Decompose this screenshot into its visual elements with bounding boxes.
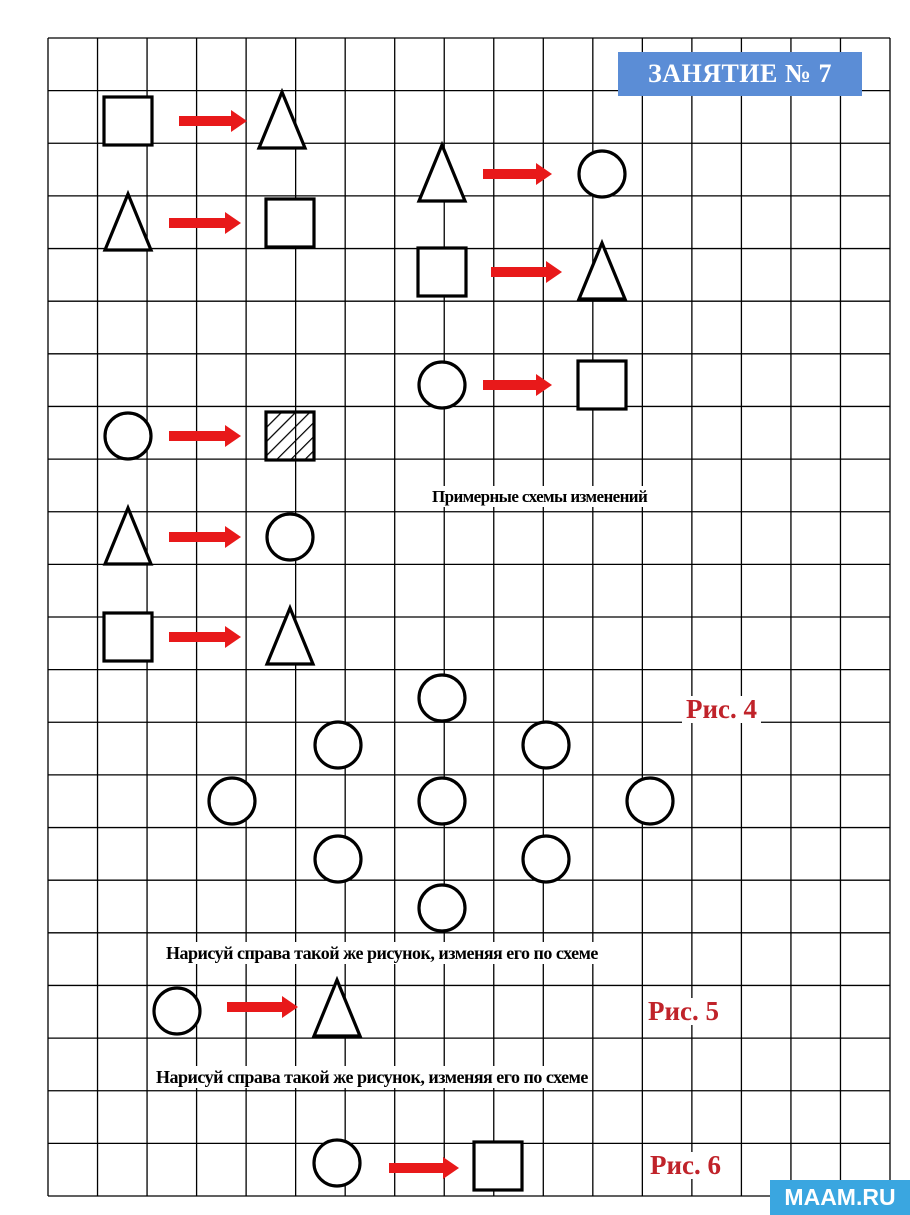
figure-5-label: Рис. 5 — [644, 998, 723, 1025]
circle-shape — [209, 778, 255, 824]
change-schemes-caption: Примерные схемы изменений — [428, 486, 651, 507]
square-shape — [418, 248, 466, 296]
triangle-shape — [419, 145, 465, 201]
square-shape — [104, 613, 152, 661]
arrow-right-icon — [227, 996, 298, 1018]
circle-shape — [523, 836, 569, 882]
circle-shape — [105, 413, 151, 459]
circle-shape — [314, 1140, 360, 1186]
circle-shape — [579, 151, 625, 197]
circle-shape — [419, 362, 465, 408]
circle-shape — [419, 778, 465, 824]
circle-shape — [315, 836, 361, 882]
arrow-right-icon — [389, 1157, 459, 1179]
figure-4-label: Рис. 4 — [682, 696, 761, 723]
lesson-title: ЗАНЯТИЕ № 7 — [618, 52, 862, 96]
instruction-text-1: Нарисуй справа такой же рисунок, изменяя его по схеме — [162, 942, 602, 964]
hatched-square-shape — [266, 412, 314, 460]
arrow-right-icon — [169, 626, 241, 648]
circle-shape — [523, 722, 569, 768]
circle-shape — [154, 988, 200, 1034]
circle-shape — [627, 778, 673, 824]
square-shape — [104, 97, 152, 145]
circle-shape — [267, 514, 313, 560]
shapes-layer — [104, 92, 673, 1190]
instruction-text-2: Нарисуй справа такой же рисунок, изменяя его по схеме — [152, 1066, 592, 1088]
circle-shape — [419, 675, 465, 721]
triangle-shape — [579, 243, 625, 299]
triangle-shape — [259, 92, 305, 148]
arrow-right-icon — [169, 212, 241, 234]
arrow-right-icon — [169, 526, 241, 548]
circle-shape — [419, 885, 465, 931]
site-watermark: MAAM.RU — [770, 1180, 910, 1215]
square-shape — [266, 199, 314, 247]
square-shape — [578, 361, 626, 409]
triangle-shape — [314, 980, 360, 1036]
square-shape — [474, 1142, 522, 1190]
figure-6-label: Рис. 6 — [646, 1152, 725, 1179]
arrow-right-icon — [169, 425, 241, 447]
arrow-right-icon — [179, 110, 247, 132]
circle-shape — [315, 722, 361, 768]
arrow-right-icon — [491, 261, 562, 283]
triangle-shape — [105, 194, 151, 250]
triangle-shape — [105, 508, 151, 564]
